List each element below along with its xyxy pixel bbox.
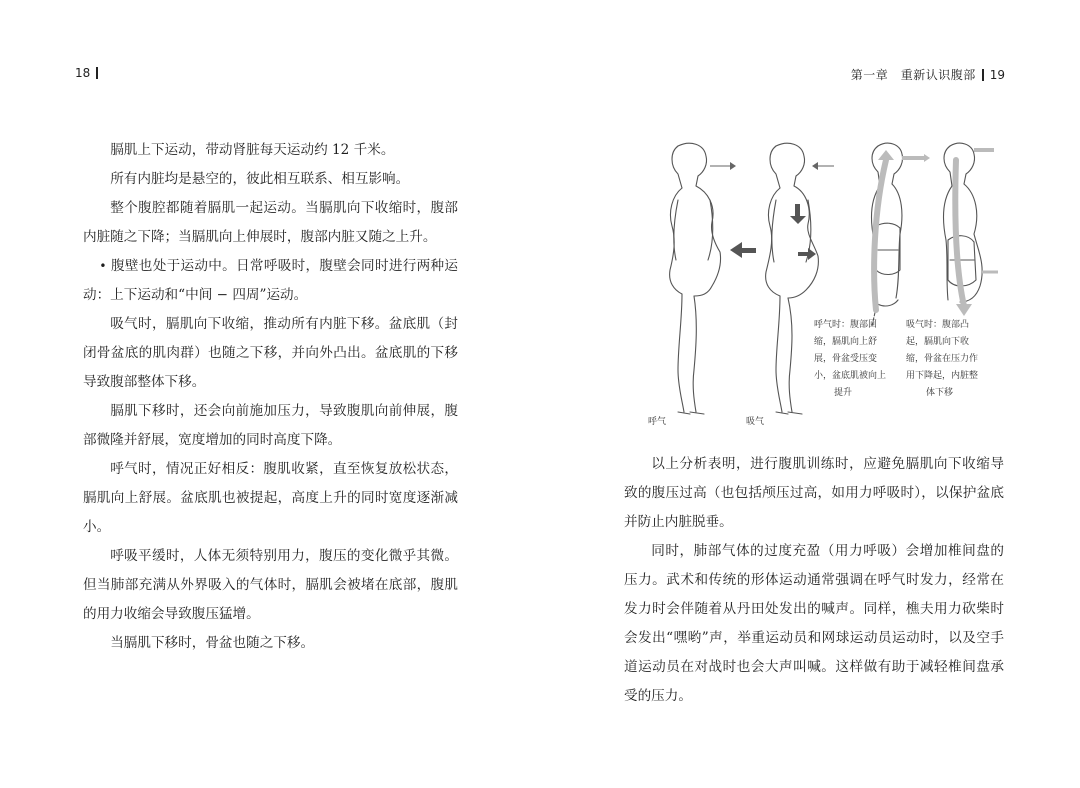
left-folio [75,66,98,80]
paragraph: 膈肌上下运动，带动肾脏每天运动约 12 千米。 [110,142,395,158]
paragraph: 呼气时，情况正好相反：腹肌收紧，直至恢复放松状态，膈肌向上舒展。盆底肌也被提起，高度上升的同时宽度逐渐减小。 [83,461,458,535]
caption-line: 缩，膈肌向上舒 [814,337,878,347]
exhale-caption [814,317,898,402]
caption-line: 起，膈肌向下收 [906,337,970,347]
paragraph: 所有内脏均是悬空的，彼此相互联系、相互影响。 [110,171,410,187]
folio-divider [982,69,984,81]
right-folio [851,66,1005,83]
inhale-caption [906,317,990,402]
caption-line: 小，盆底肌被向上 [814,371,887,381]
caption-line: 呼气时：腹部回 [814,320,878,330]
caption-line: 吸气时：腹部凸 [906,320,970,330]
caption-line: 缩，骨盆在压力作 [906,354,979,364]
paragraph: 膈肌下移时，还会向前施加压力，导致腹肌向前伸展，腹部微隆并舒展，宽度增加的同时高度下降。 [83,403,458,448]
caption-line: 用下降起，内脏整 [906,371,979,381]
paragraph: 当膈肌下移时，骨盆也随之下移。 [110,635,315,651]
paragraph: 以上分析表明，进行腹肌训练时，应避免膈肌向下收缩导致的腹压过高（也包括颅压过高，如用力呼吸时），以保护盆底并防止内脏脱垂。 [624,456,1004,530]
exhale-label: 呼气 [648,417,667,427]
bullet-paragraph [83,252,458,310]
inhale-anatomy [944,143,983,302]
left-page-number: 18 [75,66,91,80]
breathing-illustration [638,130,998,430]
caption-line: 展，骨盆受压变 [814,354,878,364]
paragraph: 整个腹腔都随着膈肌一起运动。当膈肌向下收缩时，腹部内脏随之下降；当膈肌向上伸展时，腹部内脏又随之上升。 [83,200,458,245]
inhale-figure [766,143,819,414]
bullet-icon: • [99,259,107,273]
paragraph: 呼吸平缓时，人体无须特别用力，腹压的变化微乎其微。但当肺部充满从外界吸入的气体时，膈肌会被堵在底部，腹肌的用力收缩会导致腹压猛增。 [83,548,458,622]
caption-line: 提升 [834,388,853,398]
paragraph-text: 腹壁也处于运动中。日常呼吸时，腹壁会同时进行两种运动：上下运动和“中间 − 四周”运动。 [83,258,458,303]
arrow-icons [710,150,998,316]
caption-line: 体下移 [926,388,954,398]
folio-divider [96,67,98,79]
right-page [540,0,1080,788]
chapter-header: 第一章 重新认识腹部 [850,68,976,82]
exhale-figure [670,143,721,414]
left-body-text [83,136,458,658]
right-page-number: 19 [989,67,1005,82]
paragraph: 吸气时，膈肌向下收缩，推动所有内脏下移。盆底肌（封闭骨盆底的肌肉群）也随之下移，并向外凸出。盆底肌的下移导致腹部整体下移。 [83,316,458,390]
paragraph: 同时，肺部气体的过度充盈（用力呼吸）会增加椎间盘的压力。武术和传统的形体运动通常强调在呼气时发力，经常在发力时会伴随着从丹田处发出的喊声。同样，樵夫用力砍柴时会发出“嘿哟”声，举重运动员和网球运动员运动时，以及空手道运动员在对战时也会大声叫喊。这样做有助于减轻椎间盘承受的压力。 [624,543,1004,704]
inhale-label: 吸气 [746,417,765,427]
right-body-text [624,450,1004,711]
